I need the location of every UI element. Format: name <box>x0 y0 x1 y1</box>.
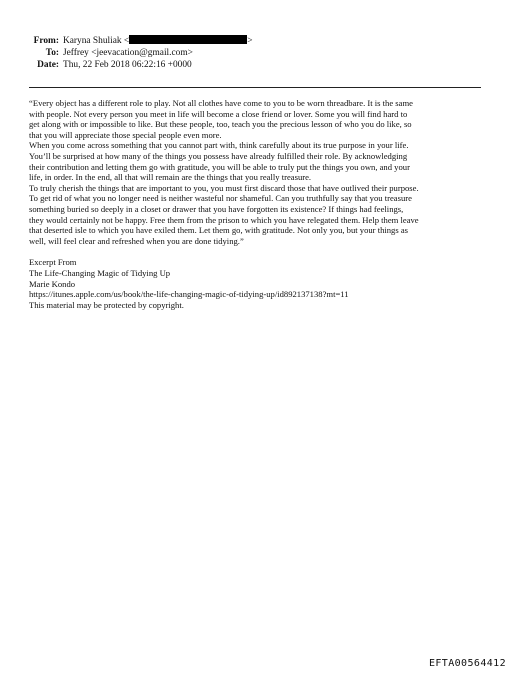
body-line: You’ll be surprised at how many of the things you possess have already fulfilled their role. By acknowledging <box>29 150 408 161</box>
from-label: From: <box>33 36 59 46</box>
citation-url: https://itunes.apple.com/us/book/the-life-changing-magic-of-tidying-up/id892137138?mt=11 <box>29 289 349 300</box>
citation-author: Marie Kondo <box>29 278 76 289</box>
from-end: > <box>247 36 253 46</box>
body-line: with people. Not every person you meet in life will become a close friend or lover. Some you will find hard to <box>29 108 408 119</box>
body-line: they would certainly not be happy. Free them from the prison to which you have relegated them. Help them leave <box>29 214 419 225</box>
body-line: well, will feel clear and refreshed when you are done tidying.” <box>29 235 244 246</box>
header-divider <box>29 87 481 88</box>
citation-line: Excerpt From <box>29 257 77 268</box>
body-line: something buried so deeply in a closet or drawer that you have forgotten its existence? If things had feelings, <box>29 203 404 214</box>
date-label: Date: <box>37 60 59 70</box>
copyright-notice: This material may be protected by copyright. <box>29 299 184 310</box>
body-line: To truly cherish the things that are important to you, you must first discard those that have outlived their purpose. <box>29 182 419 193</box>
body-line: life, in order. In the end, all that will remain are the things that you really treasure. <box>29 172 312 183</box>
from-name: Karyna Shuliak < <box>63 36 130 46</box>
email-body <box>29 98 489 310</box>
redaction-block <box>129 35 247 44</box>
from-value <box>63 35 253 47</box>
citation-title: The Life-Changing Magic of Tidying Up <box>29 267 171 278</box>
to-value: Jeffrey <jeevacation@gmail.com> <box>63 48 193 58</box>
document-id: EFTA00564412 <box>428 658 506 669</box>
paragraph-gap <box>29 246 489 257</box>
body-line: that you will appreciate those special people even more. <box>29 129 222 140</box>
body-line: their contribution and letting them go with gratitude, you will be able to truly put the things you own, and your <box>29 161 410 172</box>
date-value: Thu, 22 Feb 2018 06:22:16 +0000 <box>63 60 192 70</box>
body-line: that deserted isle to which you have exiled them. Let them go, with gratitude. Not only you, but your things as <box>29 225 409 236</box>
body-line: “Every object has a different role to play. Not all clothes have come to you to be worn threadbare. It is the same <box>29 98 413 108</box>
body-line: When you come across something that you cannot part with, think carefully about its true purpose in your life. <box>29 140 409 151</box>
to-label: To: <box>45 48 59 58</box>
body-line: To get rid of what you no longer need is neither wasteful nor shameful. Can you truthfully say that you treasure <box>29 193 412 204</box>
body-line: get along with or impossible to like. But these people, too, teach you the precious lesson of who you do like, so <box>29 119 412 130</box>
